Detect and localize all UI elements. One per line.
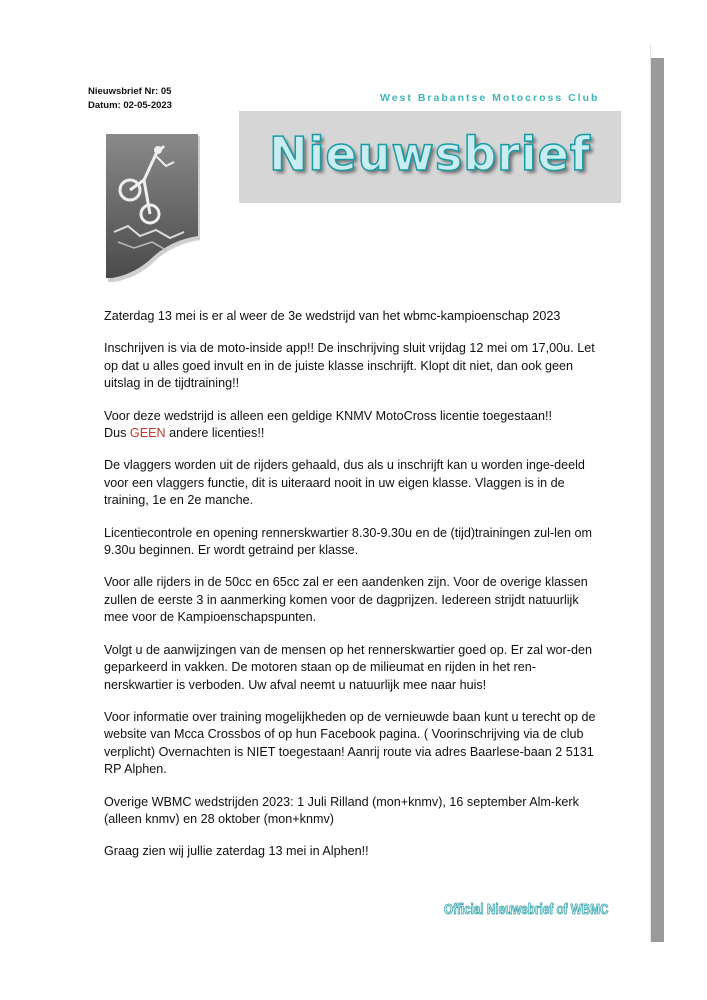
paragraph-other-races: Overige WBMC wedstrijden 2023: 1 Juli Rilland (mon+knmv), 16 september Alm-kerk (alleen knmv) en 28 oktober (mon+knmv) xyxy=(104,794,579,826)
license-pre: Dus xyxy=(104,426,130,441)
paragraph-registration: Inschrijven is via de moto-inside app!! De inschrijving sluit vrijdag 12 mei om 17,00u. Let op dat u alles goed invult en in de juiste klasse inschrijft. Klopt dit niet, dan ook geen uitslag in de tijdtraining!! xyxy=(104,341,595,391)
license-post: andere licenties!! xyxy=(165,426,265,441)
paragraph-info: Voor informatie over training mogelijkheden op de vernieuwde baan kunt u terecht op de website van Mcca Crossbos of op hun Facebook pagina. ( Voorinschrijving via de club verplicht) Overnachten is NIET toegestaan! Aanrij route via adres Baarlese-baan 2 5131 RP Alphen. xyxy=(104,709,596,777)
paragraph-license xyxy=(104,408,604,443)
issue-date: Datum: 02-05-2023 xyxy=(88,100,172,111)
license-warning: GEEN xyxy=(129,426,166,441)
paragraph-prizes: Voor alle rijders in de 50cc en 65cc zal er een aandenken zijn. Voor de overige klassen zullen de eerste 3 in aanmerking komen voor de dagprijzen. Iedereen strijdt natuurlijk mee voor de Kampioenschapspunten. xyxy=(104,575,588,625)
paragraph-closing: Graag zien wij jullie zaterdag 13 mei in Alphen!! xyxy=(104,844,369,859)
issue-meta xyxy=(88,85,172,113)
banner-title: Nieuwsbrief xyxy=(269,127,591,181)
paragraph-intro: Zaterdag 13 mei is er al weer de 3e wedstrijd van het wbmc-kampioenschap 2023 xyxy=(104,309,561,323)
club-name: West Brabantse Motocross Club xyxy=(380,92,600,104)
footer-signature: Official Nieuwsbrief of WBMC xyxy=(444,901,609,918)
motocross-photo xyxy=(104,132,204,282)
newsletter-body xyxy=(104,308,604,876)
issue-number: Nieuwsbrief Nr: 05 xyxy=(88,86,172,97)
paragraph-rules: Volgt u de aanwijzingen van de mensen op het rennerskwartier goed op. Er zal wor-den geparkeerd in vakken. De motoren staan op de milieumat en rijden in het ren-nerskwartier is verboden. Uw afval neemt u natuurlijk mee naar huis! xyxy=(104,642,592,692)
paragraph-schedule: Licentiecontrole en opening rennerskwartier 8.30-9.30u en de (tijd)trainingen zul-len om 9.30u beginnen. Er wordt getraind per klasse. xyxy=(104,525,592,558)
paragraph-flaggers: De vlaggers worden uit de rijders gehaald, dus als u inschrijft kan u worden inge-deeld voor een vlaggers functie, dit is uiteraard nooit in uw eigen klasse. Vlaggen is in de training, 1e en 2e manche. xyxy=(104,458,585,508)
title-banner xyxy=(239,111,621,203)
license-line: Voor deze wedstrijd is alleen een geldige KNMV MotoCross licentie toegestaan!! xyxy=(104,408,553,423)
